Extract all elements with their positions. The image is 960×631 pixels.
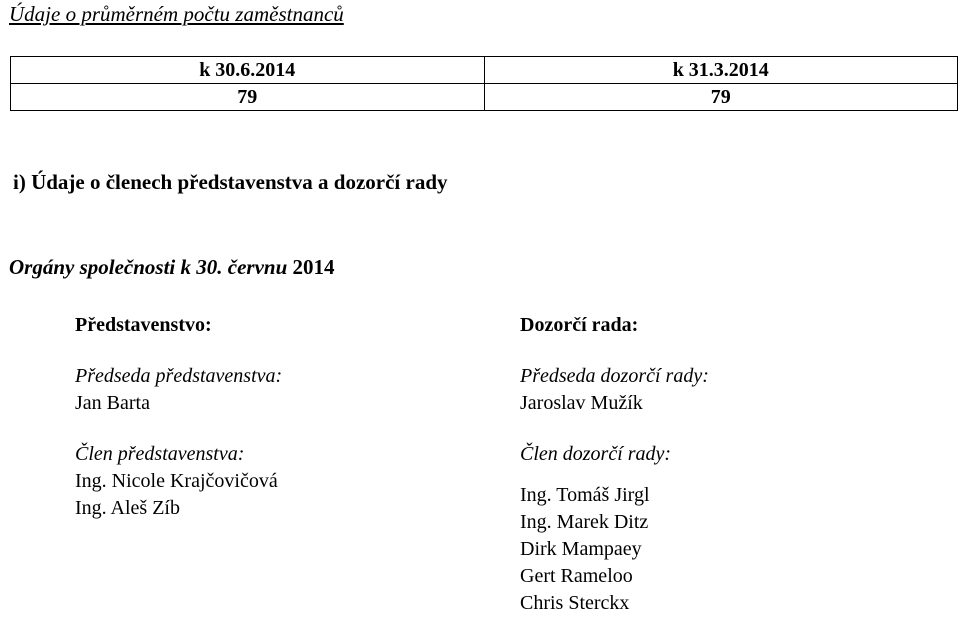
organs-label: Orgány společnosti k 30. červnu [9,255,288,279]
list-item: Ing. Nicole Krajčovičová [75,470,278,492]
organs-heading [9,253,335,281]
supervisory-column [520,312,709,617]
list-item: Ing. Aleš Zíb [75,497,180,519]
board-chair-role: Předseda představenstva: [75,365,283,387]
employee-count-table [10,56,958,111]
list-item: Gert Rameloo [520,565,633,587]
organs-year: 2014 [292,255,335,279]
list-item: Ing. Marek Ditz [520,511,649,533]
table-header-row [11,57,958,84]
list-item: Chris Sterckx [520,592,630,614]
spacer [75,417,282,441]
employees-section-title: Údaje o průměrném počtu zaměstnanců [9,2,344,26]
spacer [520,417,709,441]
supervisory-chair-role: Předseda dozorčí rady: [520,365,709,387]
board-section-heading: i) Údaje o členech představenstva a dozorčí rady [13,170,448,194]
spacer [520,468,709,482]
list-item: Dirk Mampaey [520,538,642,560]
board-member-role: Člen představenstva: [75,443,245,465]
board-column [75,312,282,522]
supervisory-title: Dozorčí rada: [520,314,639,336]
supervisory-chair-name: Jaroslav Mužík [520,392,643,414]
board-title: Představenstvo: [75,314,212,336]
board-chair-name: Jan Barta [75,392,150,414]
table-cell: 79 [484,84,958,111]
table-cell: 79 [11,84,485,111]
supervisory-member-role: Člen dozorčí rady: [520,443,672,465]
table-header-cell: k 31.3.2014 [484,57,958,84]
table-row [11,84,958,111]
list-item: Ing. Tomáš Jirgl [520,484,650,506]
table-header-cell: k 30.6.2014 [11,57,485,84]
